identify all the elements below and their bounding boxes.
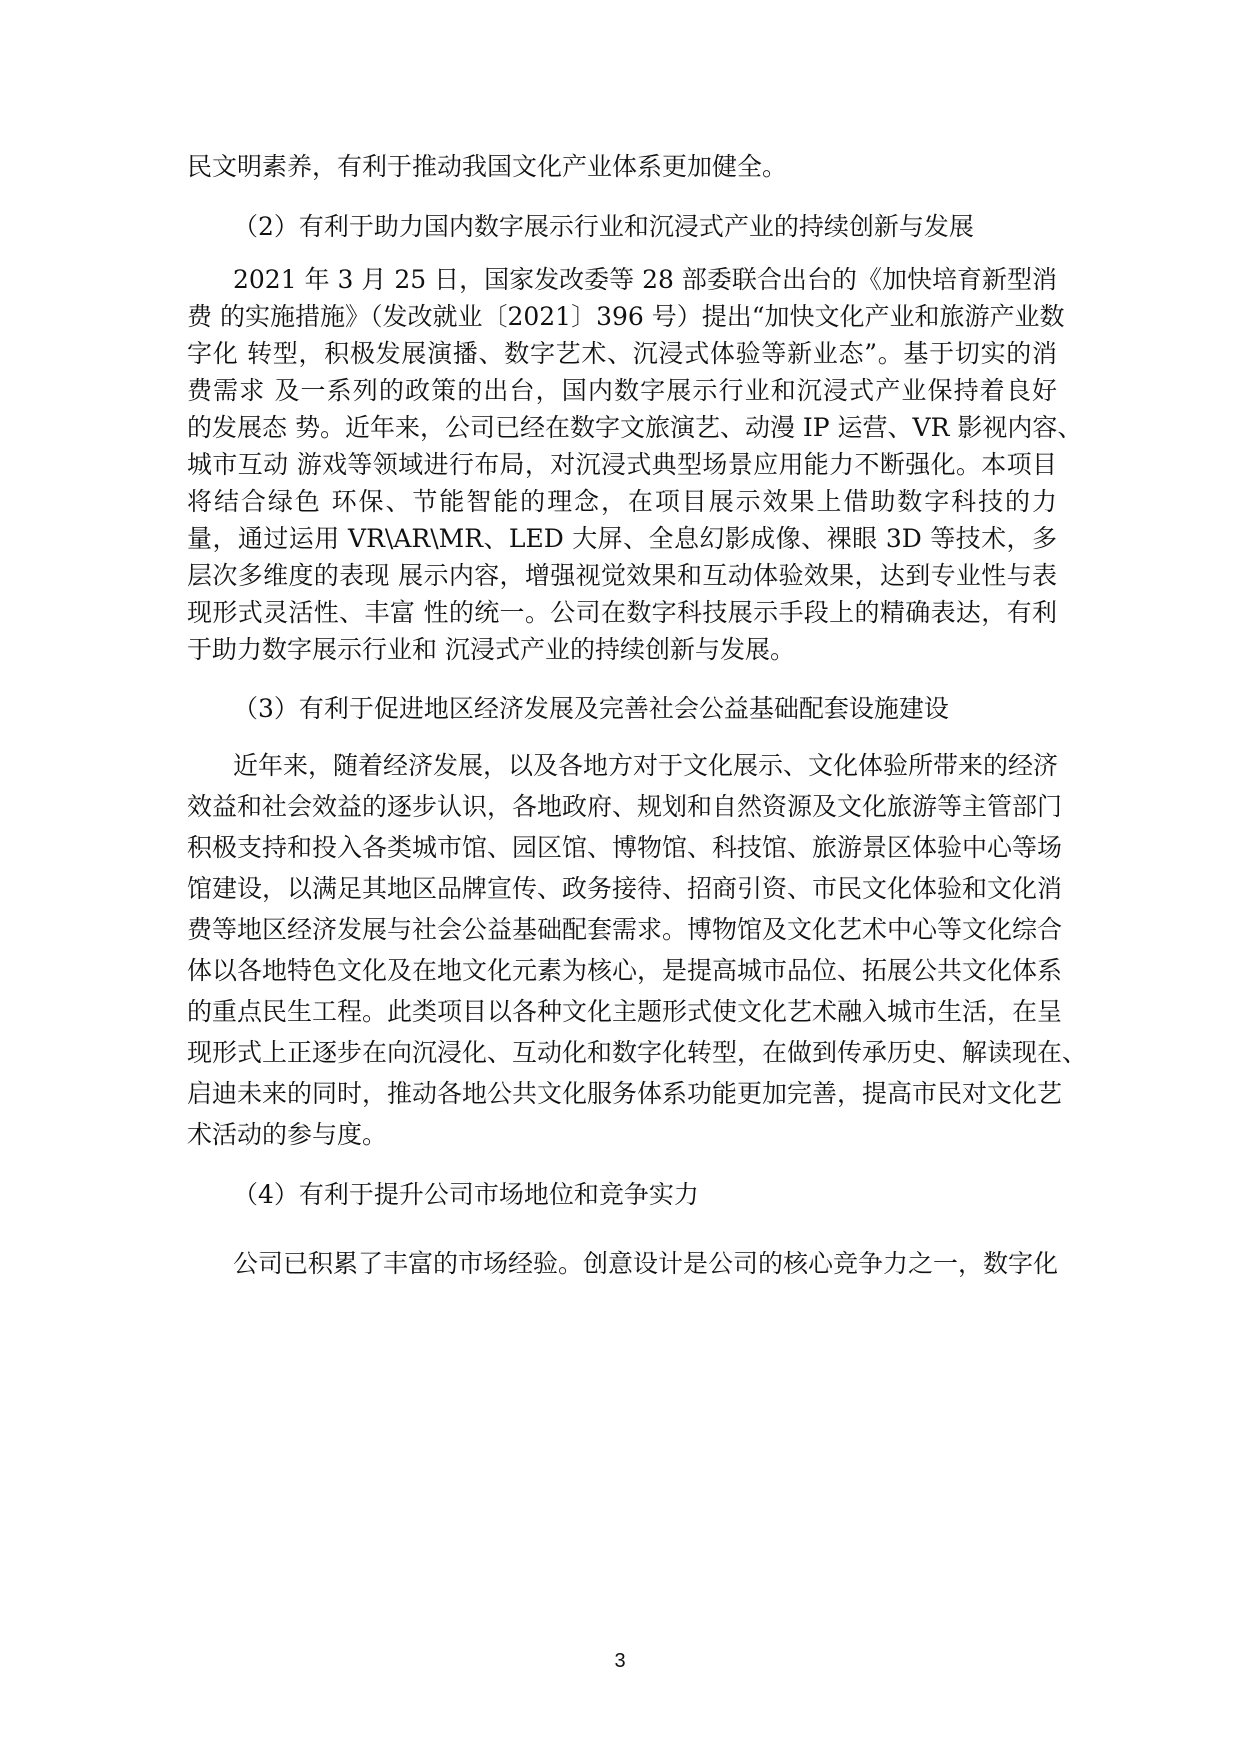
paragraph-line: 将结合绿色 环保、节能智能的理念，在项目展示效果上借助数字科技的力 bbox=[187, 487, 1057, 516]
continuation-line: 民文明素养，有利于推动我国文化产业体系更加健全。 bbox=[187, 152, 788, 181]
paragraph-line: 费 的实施措施》（发改就业〔2021〕396 号）提出“加快文化产业和旅游产业数 bbox=[187, 302, 1065, 331]
paragraph-line: 现形式上正逐步在向沉浸化、互动化和数字化转型，在做到传承历史、解读现在、 bbox=[187, 1038, 1088, 1067]
paragraph-line: 费需求 及一系列的政策的出台，国内数字展示行业和沉浸式产业保持着良好 bbox=[187, 376, 1057, 405]
paragraph-line: 量，通过运用 VR\AR\MR、LED 大屏、全息幻影成像、裸眼 3D 等技术，多 bbox=[187, 524, 1057, 553]
section-heading-2: （2）有利于助力国内数字展示行业和沉浸式产业的持续创新与发展 bbox=[233, 212, 974, 241]
page-number: 3 bbox=[614, 1650, 626, 1672]
paragraph-line: 现形式灵活性、丰富 性的统一。公司在数字科技展示手段上的精确表达，有利 bbox=[187, 598, 1057, 627]
paragraph-line: 字化 转型，积极发展演播、数字艺术、沉浸式体验等新业态”。基于切实的消 bbox=[187, 339, 1057, 368]
paragraph-line: 费等地区经济发展与社会公益基础配套需求。博物馆及文化艺术中心等文化综合 bbox=[187, 915, 1063, 944]
paragraph-line: 城市互动 游戏等领域进行布局，对沉浸式典型场景应用能力不断强化。本项目 bbox=[187, 450, 1057, 479]
paragraph-line: 2021 年 3 月 25 日，国家发改委等 28 部委联合出台的《加快培育新型消 bbox=[233, 265, 1057, 294]
paragraph-line: 近年来，随着经济发展，以及各地方对于文化展示、文化体验所带来的经济 bbox=[233, 751, 1059, 780]
paragraph-line: 于助力数字展示行业和 沉浸式产业的持续创新与发展。 bbox=[187, 635, 795, 664]
paragraph-line: 术活动的参与度。 bbox=[187, 1120, 388, 1149]
paragraph-line: 的发展态 势。近年来，公司已经在数字文旅演艺、动漫 IP 运营、VR 影视内容、 bbox=[187, 413, 1083, 442]
paragraph-line: 公司已积累了丰富的市场经验。创意设计是公司的核心竞争力之一，数字化 bbox=[233, 1249, 1059, 1278]
paragraph-line: 层次多维度的表现 展示内容，增强视觉效果和互动体验效果，达到专业性与表 bbox=[187, 561, 1057, 590]
section-heading-3: （3）有利于促进地区经济发展及完善社会公益基础配套设施建设 bbox=[233, 694, 949, 723]
paragraph-line: 启迪未来的同时，推动各地公共文化服务体系功能更加完善，提高市民对文化艺 bbox=[187, 1079, 1063, 1108]
paragraph-line: 体以各地特色文化及在地文化元素为核心，是提高城市品位、拓展公共文化体系 bbox=[187, 956, 1063, 985]
paragraph-line: 的重点民生工程。此类项目以各种文化主题形式使文化艺术融入城市生活，在呈 bbox=[187, 997, 1063, 1026]
paragraph-line: 积极支持和投入各类城市馆、园区馆、博物馆、科技馆、旅游景区体验中心等场 bbox=[187, 833, 1063, 862]
paragraph-line: 馆建设，以满足其地区品牌宣传、政务接待、招商引资、市民文化体验和文化消 bbox=[187, 874, 1063, 903]
section-heading-4: （4）有利于提升公司市场地位和竞争实力 bbox=[233, 1180, 699, 1209]
paragraph-line: 效益和社会效益的逐步认识，各地政府、规划和自然资源及文化旅游等主管部门 bbox=[187, 792, 1063, 821]
